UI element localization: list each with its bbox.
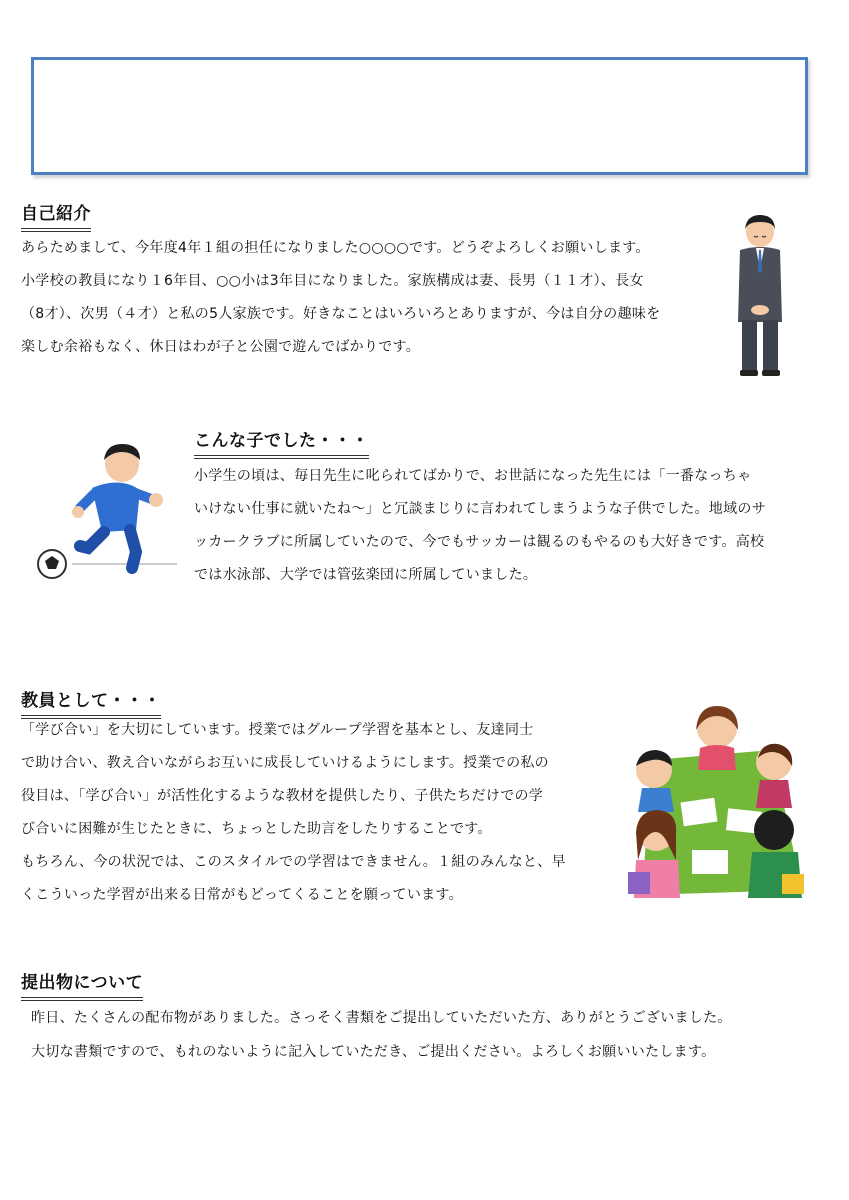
teacher-bowing-illustration [730,210,790,380]
childhood-text: 小学生の頃は、毎日先生に叱られてばかりで、お世話になった先生には「一番なっちゃ いけない仕事に就いたね～」と冗談まじりに言われてしまうような子供でした。地域のサ ッカークラブに所属していたので、今でもサッカーは観るのもやるのも大好きです。高校 では水泳部、大学では管弦楽団に所属していました。 [194,468,766,583]
submissions-line-2: 大切な書類ですので、もれのないように記入していただき、ご提出ください。よろしくお願いいたします。 [31,1044,716,1060]
title-box [31,57,808,175]
intro-heading: 自己紹介 [21,203,91,232]
intro-text: あらためまして、今年度4年１組の担任になりました○○○○です。どうぞよろしくお願いします。 小学校の教員になり１6年目、○○小は3年目になりました。家族構成は妻、長男（１１才）、長女 （8才）、次男（４才）と私の5人家族です。好きなことはいろいろとありますが、今は自分の趣味を 楽しむ余裕もなく、休日はわが子と公園で遊んでばかりです。 [21,240,661,355]
submissions-line-1: 昨日、たくさんの配布物がありました。さっそく書類をご提出していただいた方、ありがとうございました。 [31,1010,732,1026]
soccer-boy-illustration [32,438,182,586]
submissions-heading: 提出物について [21,972,143,1001]
teacher-text: 「学び合い」を大切にしています。授業ではグループ学習を基本とし、友達同士 で助け合い、教え合いながらお互いに成長していけるようにします。授業での私の 役目は、「学び合い」が活性化するような教材を提供したり、子供たちだけでの学 び合いに困難が生じたときに、ちょっとした助言をしたりすることです。 もちろん、今の状況では、このスタイルでの学習はできません。１組のみんなと、早 くこういった学習が出来る日常がもどってくることを願っています。 [21,722,566,903]
childhood-heading: こんな子でした・・・ [194,430,369,459]
teacher-heading: 教員として・・・ [21,690,161,719]
group-learning-illustration [622,700,812,905]
